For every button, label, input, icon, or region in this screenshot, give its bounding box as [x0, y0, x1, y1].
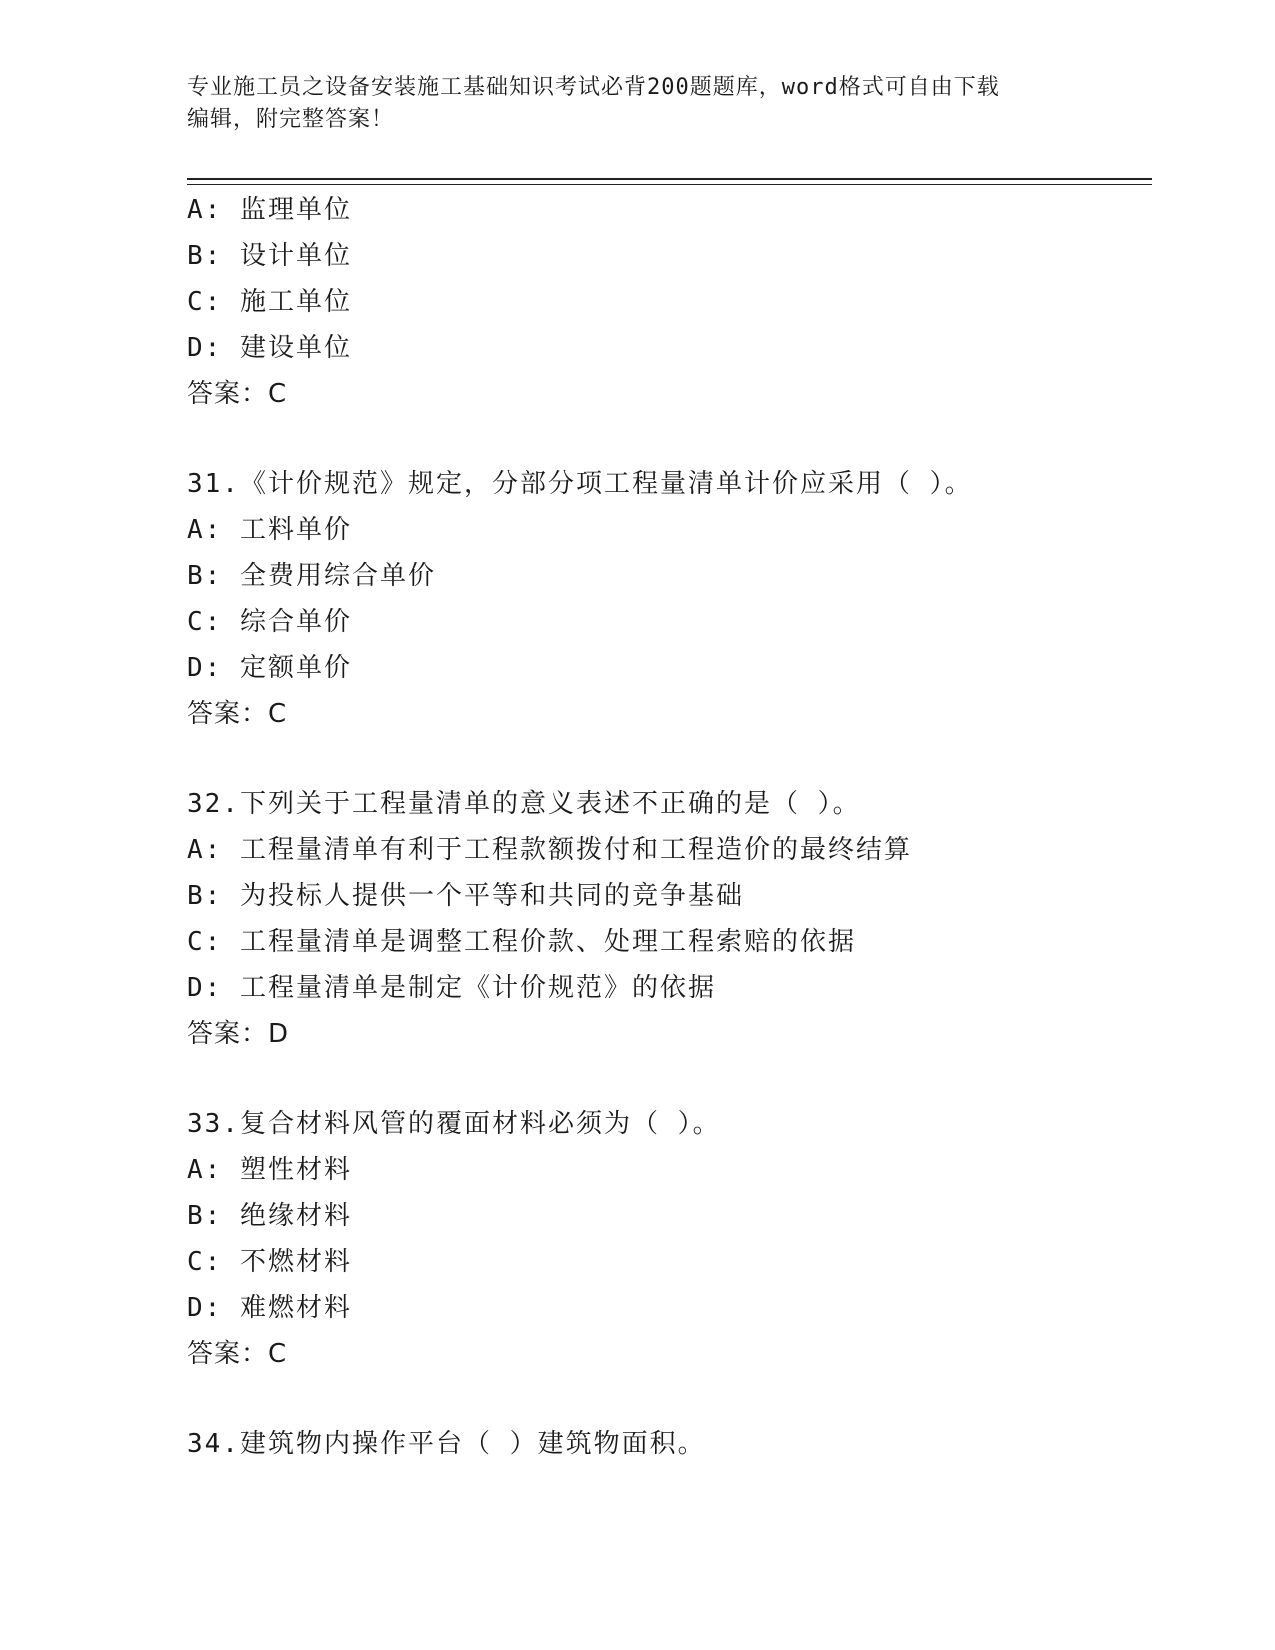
- option-a: A: 工料单价: [187, 515, 352, 545]
- option-d: D: 工程量清单是制定《计价规范》的依据: [187, 973, 716, 1003]
- header-divider: [187, 178, 1152, 185]
- option-a: A: 工程量清单有利于工程款额拨付和工程造价的最终结算: [187, 835, 912, 865]
- option-d: D: 建设单位: [187, 333, 352, 363]
- option-d: D: 难燃材料: [187, 1293, 352, 1323]
- option-c: C: 工程量清单是调整工程价款、处理工程索赔的依据: [187, 927, 856, 957]
- option-c: C: 不燃材料: [187, 1247, 352, 1277]
- header-title-line-2: 编辑，附完整答案！: [187, 107, 395, 132]
- option-b: B: 为投标人提供一个平等和共同的竞争基础: [187, 881, 744, 911]
- question-text: 34.建筑物内操作平台（ ）建筑物面积。: [187, 1429, 706, 1459]
- option-b: B: 全费用综合单价: [187, 561, 436, 591]
- question-block: [187, 187, 1152, 417]
- question-text: 31.《计价规范》规定，分部分项工程量清单计价应采用（ ）。: [187, 469, 973, 499]
- question-block: [187, 1421, 1152, 1467]
- answer-line: 答案：D: [187, 1019, 290, 1049]
- question-text: 32.下列关于工程量清单的意义表述不正确的是（ ）。: [187, 789, 861, 819]
- option-c: C: 施工单位: [187, 287, 352, 317]
- option-a: A: 监理单位: [187, 195, 352, 225]
- option-c: C: 综合单价: [187, 607, 352, 637]
- question-block: [187, 1101, 1152, 1377]
- answer-line: 答案：C: [187, 1339, 288, 1369]
- answer-line: 答案：C: [187, 379, 288, 409]
- question-block: [187, 781, 1152, 1057]
- option-a: A: 塑性材料: [187, 1155, 352, 1185]
- option-b: B: 绝缘材料: [187, 1201, 352, 1231]
- option-d: D: 定额单价: [187, 653, 352, 683]
- question-list: [187, 187, 1152, 1467]
- document-header: [187, 72, 1087, 136]
- question-text: 33.复合材料风管的覆面材料必须为（ ）。: [187, 1109, 721, 1139]
- option-b: B: 设计单位: [187, 241, 352, 271]
- question-block: [187, 461, 1152, 737]
- header-title-line-1: 专业施工员之设备安装施工基础知识考试必背200题题库，word格式可自由下载: [187, 75, 1000, 100]
- answer-line: 答案：C: [187, 699, 288, 729]
